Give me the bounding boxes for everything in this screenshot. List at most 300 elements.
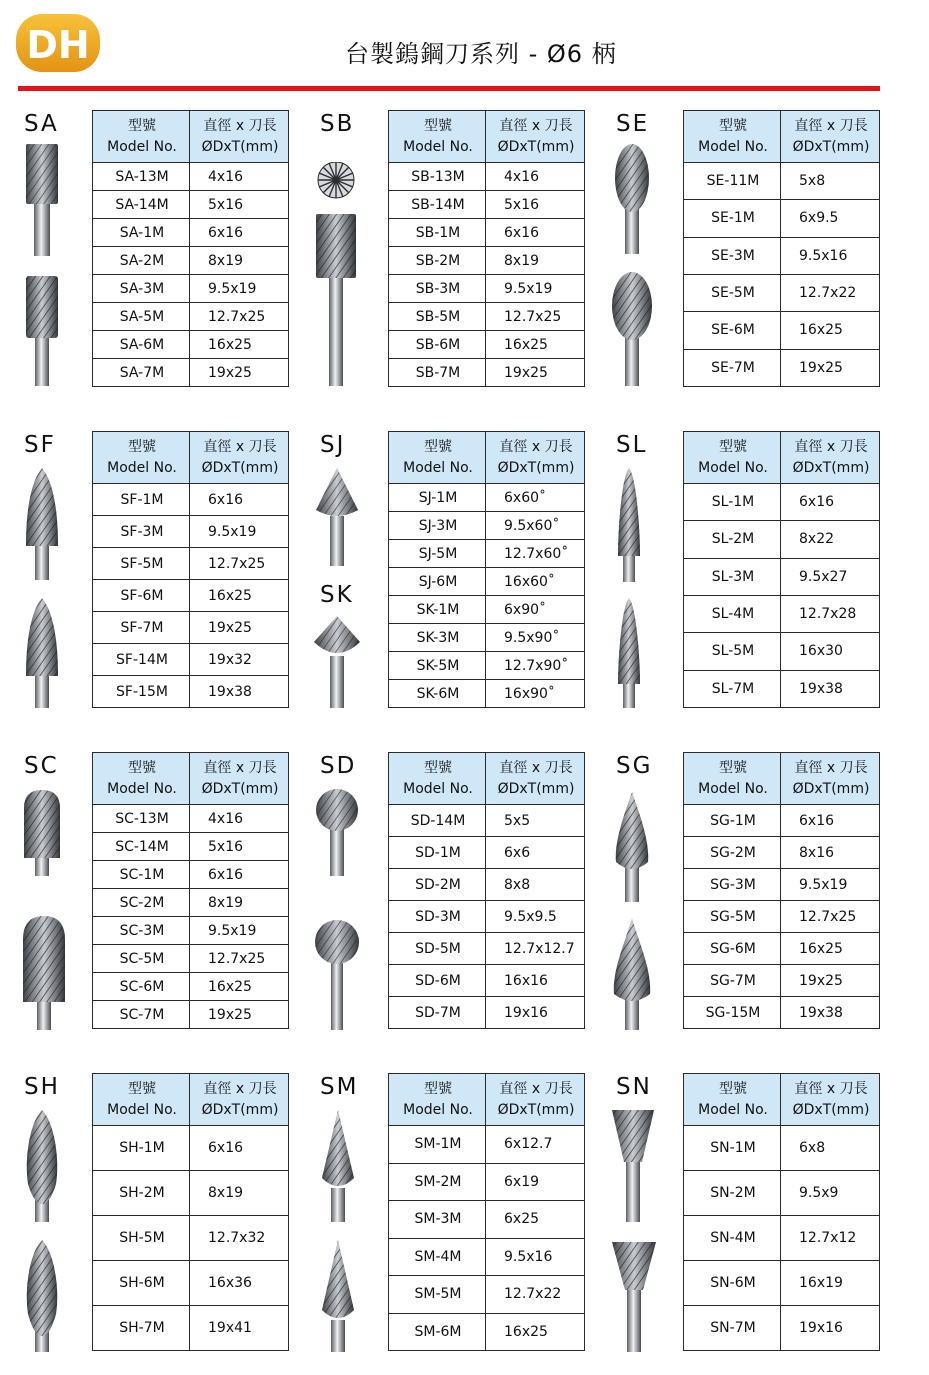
dimension-cell: 12.7x25	[190, 548, 289, 580]
dimension-cell: 8x8	[486, 869, 585, 901]
dimension-cell: 16x25	[190, 973, 289, 1001]
table-row	[389, 484, 585, 512]
model-number-cell: SE-11M	[684, 163, 781, 200]
dimension-cell: 6x60˚	[486, 484, 585, 512]
model-header-en: Model No.	[403, 780, 473, 797]
model-number-cell: SH-6M	[93, 1261, 190, 1306]
table-row	[684, 965, 880, 997]
sa-cylinder-burr-icon	[22, 140, 62, 256]
sc-cylinder-radius-burr-icon	[20, 788, 64, 876]
model-header-zh: 型號	[128, 759, 156, 776]
spec-table-sf	[92, 431, 289, 708]
table-row	[389, 1201, 585, 1239]
model-number-cell: SF-6M	[93, 580, 190, 612]
model-number-cell: SF-3M	[93, 516, 190, 548]
model-number-cell: SL-5M	[684, 633, 781, 670]
dimension-header-en: ØDxT(mm)	[497, 1101, 575, 1118]
sd-ball-burr-icon	[313, 788, 361, 876]
model-number-cell: SC-13M	[93, 805, 190, 833]
dimension-header	[781, 753, 880, 805]
table-row	[93, 945, 289, 973]
dimension-cell: 5x16	[190, 191, 289, 219]
model-header-en: Model No.	[698, 780, 768, 797]
dimension-header-zh: 直徑 x 刀長	[794, 438, 868, 455]
table-row	[389, 568, 585, 596]
dimension-cell: 6x90˚	[486, 596, 585, 624]
model-header	[684, 1074, 781, 1126]
sc-cylinder-radius-burr-icon	[20, 914, 68, 1030]
sl-taper-radius-burr-icon	[614, 466, 644, 582]
model-header	[93, 111, 190, 163]
model-number-cell: SA-7M	[93, 359, 190, 387]
model-number-cell: SJ-5M	[389, 540, 486, 568]
table-row	[93, 163, 289, 191]
model-header-en: Model No.	[107, 138, 177, 155]
spec-table-sc	[92, 752, 289, 1029]
model-number-cell: SM-5M	[389, 1276, 486, 1314]
model-number-cell: SC-2M	[93, 889, 190, 917]
dimension-cell: 19x41	[190, 1306, 289, 1351]
table-row	[93, 1261, 289, 1306]
model-number-cell: SB-14M	[389, 191, 486, 219]
table-row	[389, 163, 585, 191]
dimension-cell: 12.7x25	[486, 303, 585, 331]
dimension-cell: 6x16	[781, 484, 880, 521]
dimension-header-zh: 直徑 x 刀長	[794, 1080, 868, 1097]
model-number-cell: SD-14M	[389, 805, 486, 837]
table-row	[389, 596, 585, 624]
model-number-cell: SB-2M	[389, 247, 486, 275]
table-row	[389, 219, 585, 247]
table-row	[389, 997, 585, 1029]
dimension-header-en: ØDxT(mm)	[201, 1101, 279, 1118]
model-number-cell: SE-1M	[684, 200, 781, 237]
dimension-cell: 5x5	[486, 805, 585, 837]
dimension-header-zh: 直徑 x 刀長	[794, 117, 868, 134]
dimension-cell: 12.7x32	[190, 1216, 289, 1261]
dimension-header	[190, 432, 289, 484]
model-header	[93, 432, 190, 484]
sa-cylinder-burr-icon	[22, 274, 62, 386]
model-number-cell: SJ-6M	[389, 568, 486, 596]
model-number-cell: SB-3M	[389, 275, 486, 303]
table-row	[389, 965, 585, 997]
model-header-en: Model No.	[107, 780, 177, 797]
table-row	[684, 595, 880, 632]
model-number-cell: SE-7M	[684, 349, 781, 386]
model-number-cell: SM-2M	[389, 1163, 486, 1201]
table-row	[389, 837, 585, 869]
model-header-zh: 型號	[719, 1080, 747, 1097]
model-header-en: Model No.	[403, 1101, 473, 1118]
model-number-cell: SD-1M	[389, 837, 486, 869]
dimension-cell: 5x16	[190, 833, 289, 861]
model-number-cell: SL-1M	[684, 484, 781, 521]
model-header	[684, 111, 781, 163]
table-row	[684, 1216, 880, 1261]
sb-cylinder-end-cut-burr-icon	[314, 162, 358, 386]
series-code-se: SE	[616, 111, 650, 137]
dimension-cell: 16x60˚	[486, 568, 585, 596]
dimension-cell: 6x16	[486, 219, 585, 247]
model-header	[93, 753, 190, 805]
model-header-zh: 型號	[128, 117, 156, 134]
series-code-sg: SG	[616, 753, 653, 779]
model-number-cell: SA-14M	[93, 191, 190, 219]
model-number-cell: SE-5M	[684, 274, 781, 311]
dimension-header-zh: 直徑 x 刀長	[499, 438, 573, 455]
dimension-cell: 16x16	[486, 965, 585, 997]
sn-inverted-cone-burr-icon	[610, 1108, 656, 1222]
model-header-en: Model No.	[403, 459, 473, 476]
dimension-header-en: ØDxT(mm)	[792, 1101, 870, 1118]
table-row	[389, 512, 585, 540]
dimension-header-zh: 直徑 x 刀長	[203, 438, 277, 455]
dimension-cell: 9.5x9	[781, 1171, 880, 1216]
dimension-cell: 9.5x19	[486, 275, 585, 303]
table-row	[93, 331, 289, 359]
model-header-zh: 型號	[719, 759, 747, 776]
table-row	[93, 1171, 289, 1216]
table-row	[389, 1313, 585, 1351]
dimension-cell: 12.7x28	[781, 595, 880, 632]
model-header	[389, 753, 486, 805]
table-row	[389, 652, 585, 680]
model-number-cell: SJ-1M	[389, 484, 486, 512]
dimension-cell: 6x16	[190, 219, 289, 247]
dimension-header	[781, 1074, 880, 1126]
dimension-header-zh: 直徑 x 刀長	[499, 117, 573, 134]
model-number-cell: SH-1M	[93, 1126, 190, 1171]
model-number-cell: SD-7M	[389, 997, 486, 1029]
table-row	[389, 1238, 585, 1276]
dimension-cell: 8x19	[486, 247, 585, 275]
se-oval-burr-icon	[610, 270, 654, 386]
table-row	[684, 997, 880, 1029]
dimension-cell: 8x19	[190, 889, 289, 917]
dimension-cell: 9.5x19	[781, 869, 880, 901]
dimension-cell: 16x36	[190, 1261, 289, 1306]
model-header-en: Model No.	[698, 459, 768, 476]
model-number-cell: SH-5M	[93, 1216, 190, 1261]
model-number-cell: SC-1M	[93, 861, 190, 889]
dimension-header	[486, 753, 585, 805]
dimension-cell: 19x38	[781, 670, 880, 707]
table-row	[93, 580, 289, 612]
dimension-header-en: ØDxT(mm)	[497, 780, 575, 797]
dimension-cell: 12.7x12	[781, 1216, 880, 1261]
dimension-header-en: ØDxT(mm)	[201, 459, 279, 476]
model-number-cell: SF-1M	[93, 484, 190, 516]
table-row	[93, 973, 289, 1001]
dimension-cell: 9.5x19	[190, 516, 289, 548]
series-code-sc: SC	[24, 753, 59, 779]
table-row	[684, 837, 880, 869]
spec-table-sg	[683, 752, 880, 1029]
model-number-cell: SN-4M	[684, 1216, 781, 1261]
table-row	[684, 805, 880, 837]
table-row	[93, 676, 289, 708]
dh-logo	[14, 10, 104, 76]
table-row	[684, 1126, 880, 1171]
spec-table-se	[683, 110, 880, 387]
table-row	[684, 163, 880, 200]
model-number-cell: SK-1M	[389, 596, 486, 624]
model-number-cell: SG-1M	[684, 805, 781, 837]
dimension-header-zh: 直徑 x 刀長	[203, 117, 277, 134]
spec-table-sb	[388, 110, 585, 387]
table-row	[684, 521, 880, 558]
title-divider	[18, 86, 880, 91]
dimension-cell: 5x8	[781, 163, 880, 200]
table-row	[93, 1126, 289, 1171]
model-number-cell: SD-5M	[389, 933, 486, 965]
table-row	[93, 833, 289, 861]
dimension-cell: 9.5x16	[781, 237, 880, 274]
table-row	[389, 680, 585, 708]
table-row	[389, 624, 585, 652]
dimension-header-zh: 直徑 x 刀長	[203, 759, 277, 776]
sg-pointed-tree-burr-icon	[612, 790, 652, 902]
model-number-cell: SN-7M	[684, 1306, 781, 1351]
dimension-cell: 19x25	[486, 359, 585, 387]
table-row	[93, 359, 289, 387]
model-number-cell: SA-5M	[93, 303, 190, 331]
table-row	[684, 349, 880, 386]
model-number-cell: SH-7M	[93, 1306, 190, 1351]
dimension-cell: 19x38	[190, 676, 289, 708]
table-row	[389, 1276, 585, 1314]
spec-table-sd	[388, 752, 585, 1029]
sn-inverted-cone-burr-icon	[610, 1240, 658, 1352]
dimension-header-zh: 直徑 x 刀長	[203, 1080, 277, 1097]
model-number-cell: SG-6M	[684, 933, 781, 965]
spec-table-sn	[683, 1073, 880, 1351]
model-number-cell: SL-3M	[684, 558, 781, 595]
dimension-cell: 12.7x25	[190, 945, 289, 973]
dimension-header-en: ØDxT(mm)	[201, 138, 279, 155]
table-row	[389, 331, 585, 359]
dimension-header-en: ØDxT(mm)	[497, 459, 575, 476]
model-number-cell: SA-1M	[93, 219, 190, 247]
dimension-cell: 9.5x19	[190, 275, 289, 303]
table-row	[93, 1001, 289, 1029]
sl-taper-radius-burr-icon	[614, 596, 644, 708]
model-number-cell: SK-5M	[389, 652, 486, 680]
table-row	[93, 247, 289, 275]
table-row	[93, 917, 289, 945]
series-code-sj: SJ	[320, 432, 346, 458]
svg-text:DH: DH	[26, 23, 90, 67]
dimension-cell: 6x9.5	[781, 200, 880, 237]
dimension-cell: 8x16	[781, 837, 880, 869]
dimension-cell: 9.5x19	[190, 917, 289, 945]
dimension-cell: 6x19	[486, 1163, 585, 1201]
model-number-cell: SB-6M	[389, 331, 486, 359]
model-header-en: Model No.	[107, 1101, 177, 1118]
dimension-cell: 6x16	[190, 484, 289, 516]
model-number-cell: SH-2M	[93, 1171, 190, 1216]
table-row	[389, 805, 585, 837]
dimension-cell: 16x90˚	[486, 680, 585, 708]
model-number-cell: SF-14M	[93, 644, 190, 676]
model-header	[389, 432, 486, 484]
dimension-cell: 19x32	[190, 644, 289, 676]
model-number-cell: SL-7M	[684, 670, 781, 707]
dimension-cell: 6x25	[486, 1201, 585, 1239]
dimension-header-en: ØDxT(mm)	[792, 780, 870, 797]
dimension-cell: 8x19	[190, 247, 289, 275]
dimension-cell: 12.7x12.7	[486, 933, 585, 965]
sh-flame-burr-icon	[22, 1238, 62, 1352]
series-code-sd: SD	[320, 753, 357, 779]
model-number-cell: SA-6M	[93, 331, 190, 359]
model-number-cell: SG-7M	[684, 965, 781, 997]
model-number-cell: SC-3M	[93, 917, 190, 945]
model-header	[389, 111, 486, 163]
dimension-cell: 12.7x25	[781, 901, 880, 933]
table-row	[684, 869, 880, 901]
dimension-cell: 16x25	[781, 312, 880, 349]
table-row	[684, 1306, 880, 1351]
table-row	[684, 312, 880, 349]
model-number-cell: SL-2M	[684, 521, 781, 558]
model-header-en: Model No.	[698, 138, 768, 155]
sm-cone-pointed-burr-icon	[318, 1238, 358, 1352]
model-header-zh: 型號	[719, 117, 747, 134]
table-row	[93, 516, 289, 548]
model-header	[93, 1074, 190, 1126]
table-row	[93, 889, 289, 917]
model-number-cell: SA-3M	[93, 275, 190, 303]
model-number-cell: SK-3M	[389, 624, 486, 652]
model-number-cell: SM-3M	[389, 1201, 486, 1239]
dimension-cell: 4x16	[190, 163, 289, 191]
table-row	[389, 869, 585, 901]
model-header-zh: 型號	[719, 438, 747, 455]
table-row	[389, 247, 585, 275]
table-row	[684, 901, 880, 933]
series-code-sm: SM	[320, 1074, 359, 1100]
series-code-sb: SB	[320, 111, 355, 137]
table-row	[684, 484, 880, 521]
dimension-header	[190, 111, 289, 163]
dimension-cell: 6x16	[781, 805, 880, 837]
sj-cone-60-burr-icon	[314, 466, 360, 566]
table-row	[684, 558, 880, 595]
table-row	[389, 933, 585, 965]
model-header-zh: 型號	[424, 117, 452, 134]
model-header	[684, 432, 781, 484]
dimension-cell: 5x16	[486, 191, 585, 219]
model-number-cell: SC-5M	[93, 945, 190, 973]
dimension-header-zh: 直徑 x 刀長	[499, 1080, 573, 1097]
dimension-cell: 6x16	[190, 861, 289, 889]
table-row	[93, 303, 289, 331]
dimension-cell: 9.5x16	[486, 1238, 585, 1276]
dimension-cell: 6x8	[781, 1126, 880, 1171]
table-row	[93, 1216, 289, 1261]
table-row	[389, 1163, 585, 1201]
model-header	[389, 1074, 486, 1126]
page-title: 台製鎢鋼刀系列 - Ø6 柄	[345, 40, 617, 68]
spec-table-sa	[92, 110, 289, 387]
dimension-cell: 6x16	[190, 1126, 289, 1171]
table-row	[684, 1171, 880, 1216]
table-row	[389, 901, 585, 933]
model-number-cell: SN-1M	[684, 1126, 781, 1171]
model-number-cell: SD-2M	[389, 869, 486, 901]
dimension-cell: 12.7x60˚	[486, 540, 585, 568]
model-number-cell: SB-13M	[389, 163, 486, 191]
dimension-cell: 12.7x22	[486, 1276, 585, 1314]
dimension-cell: 8x22	[781, 521, 880, 558]
sm-cone-pointed-burr-icon	[318, 1108, 358, 1222]
dimension-cell: 19x16	[486, 997, 585, 1029]
table-row	[93, 644, 289, 676]
dimension-cell: 16x25	[190, 580, 289, 612]
model-number-cell: SN-2M	[684, 1171, 781, 1216]
table-row	[93, 219, 289, 247]
model-header-zh: 型號	[424, 438, 452, 455]
dimension-cell: 12.7x25	[190, 303, 289, 331]
spec-table-sm	[388, 1073, 585, 1351]
table-row	[684, 200, 880, 237]
model-header-zh: 型號	[424, 759, 452, 776]
model-number-cell: SA-13M	[93, 163, 190, 191]
table-row	[684, 237, 880, 274]
model-number-cell: SB-1M	[389, 219, 486, 247]
model-number-cell: SC-6M	[93, 973, 190, 1001]
sd-ball-burr-icon	[313, 918, 361, 1030]
dimension-header	[781, 432, 880, 484]
dimension-header-en: ØDxT(mm)	[792, 138, 870, 155]
table-row	[389, 1126, 585, 1164]
dimension-cell: 6x12.7	[486, 1126, 585, 1164]
table-row	[93, 484, 289, 516]
table-row	[389, 303, 585, 331]
model-header-en: Model No.	[698, 1101, 768, 1118]
model-number-cell: SB-5M	[389, 303, 486, 331]
model-number-cell: SG-3M	[684, 869, 781, 901]
dimension-cell: 9.5x9.5	[486, 901, 585, 933]
model-number-cell: SD-3M	[389, 901, 486, 933]
model-number-cell: SA-2M	[93, 247, 190, 275]
dimension-header-en: ØDxT(mm)	[792, 459, 870, 476]
dimension-header	[486, 432, 585, 484]
table-row	[93, 1306, 289, 1351]
series-code-sn: SN	[616, 1074, 652, 1100]
table-row	[93, 861, 289, 889]
series-code-sa: SA	[24, 111, 59, 137]
table-row	[389, 359, 585, 387]
model-number-cell: SK-6M	[389, 680, 486, 708]
dimension-header	[486, 1074, 585, 1126]
table-row	[684, 633, 880, 670]
model-number-cell: SF-5M	[93, 548, 190, 580]
table-row	[93, 612, 289, 644]
dimension-cell: 16x25	[486, 1313, 585, 1351]
dimension-cell: 9.5x90˚	[486, 624, 585, 652]
sk-cone-90-burr-icon	[312, 612, 362, 708]
dimension-cell: 19x25	[190, 359, 289, 387]
model-number-cell: SC-7M	[93, 1001, 190, 1029]
dimension-cell: 19x25	[781, 965, 880, 997]
model-number-cell: SJ-3M	[389, 512, 486, 540]
dimension-cell: 4x16	[190, 805, 289, 833]
dimension-header-en: ØDxT(mm)	[201, 780, 279, 797]
sf-tree-radius-burr-icon	[22, 596, 62, 708]
